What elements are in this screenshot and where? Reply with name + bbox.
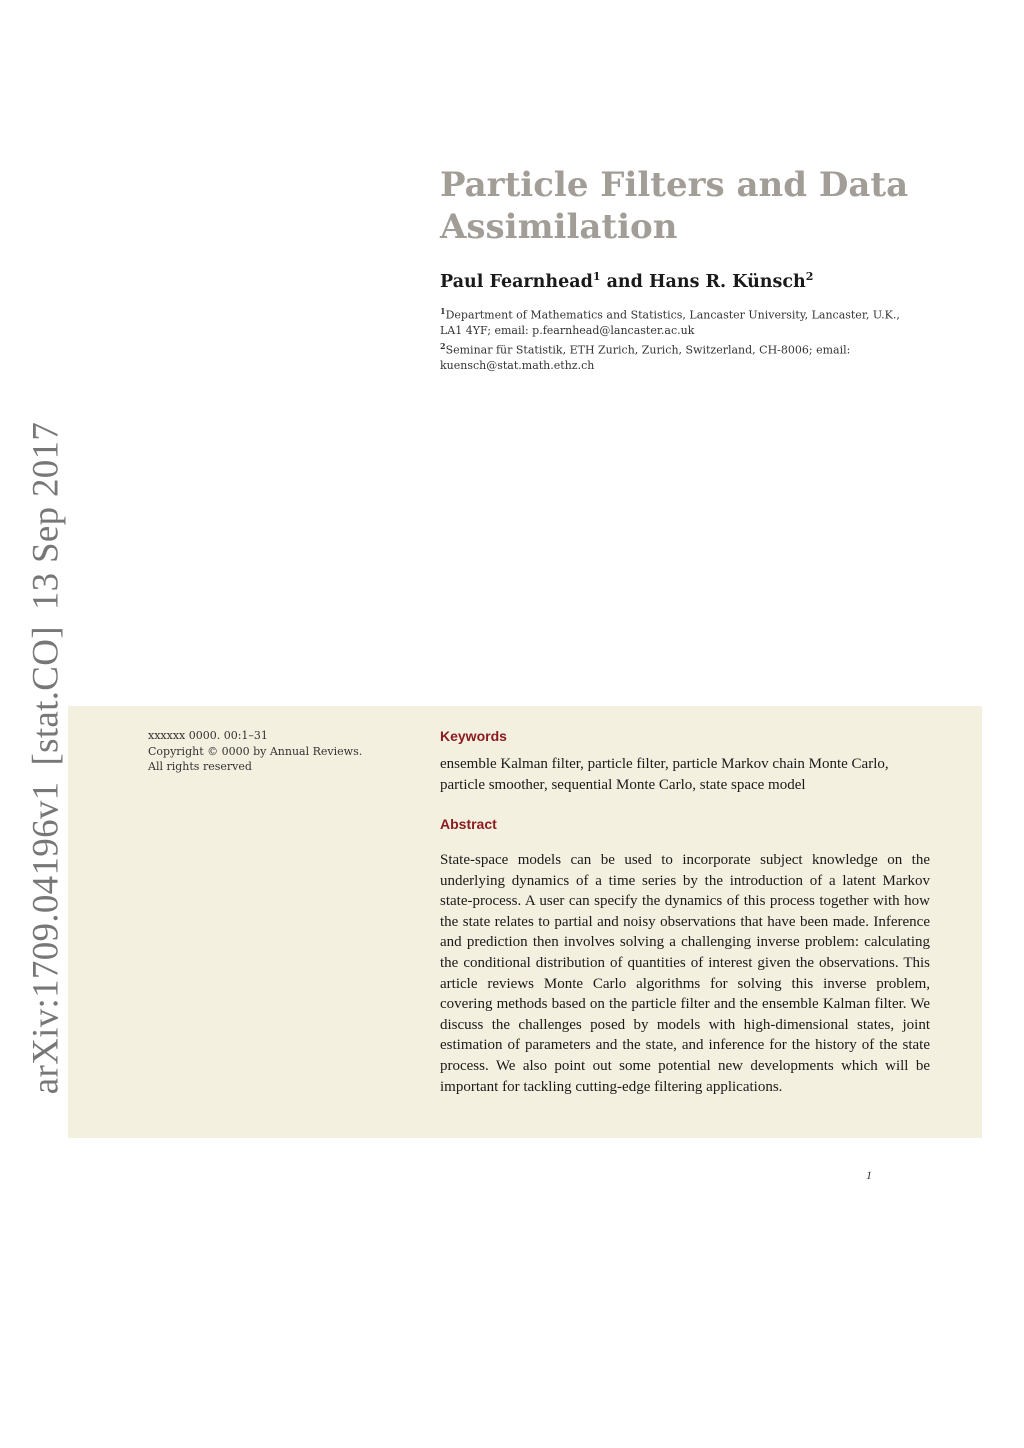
affiliations: [440, 304, 920, 373]
arxiv-date: 13 Sep 2017: [25, 421, 67, 611]
affiliation-1-text: Department of Mathematics and Statistics, Lancaster University, Lancaster, U.K., LA1 4YF; email: p.fearnhead@lancaster.ac.uk: [440, 308, 900, 338]
affiliation-1-mark: 1: [440, 306, 446, 316]
affiliation-2-text: Seminar für Statistik, ETH Zurich, Zurich, Switzerland, CH-8006; email: kuensch@stat.math.ethz.ch: [440, 343, 851, 372]
affiliation-1: [440, 304, 920, 339]
author-1-mark: 1: [592, 270, 601, 283]
keywords-text: ensemble Kalman filter, particle filter, particle Markov chain Monte Carlo, particle smoother, sequential Monte Carlo, state space model: [440, 756, 889, 793]
arxiv-id: arXiv:1709.04196v1: [25, 781, 67, 1095]
arxiv-category: [stat.CO]: [25, 626, 67, 766]
journal-meta: [148, 728, 408, 775]
journal-rights: All rights reserved: [148, 760, 252, 773]
author-connector: and: [606, 271, 643, 292]
journal-copyright: Copyright © 0000 by Annual Reviews.: [148, 744, 363, 758]
author-2-mark: 2: [805, 270, 814, 283]
author-2: Hans R. Künsch: [648, 271, 806, 292]
affiliation-2-mark: 2: [440, 340, 446, 351]
paper-title: Particle Filters and Data Assimilation: [440, 165, 909, 247]
author-line: [440, 270, 980, 292]
affiliation-2: [440, 339, 920, 374]
author-1: Paul Fearnhead: [440, 271, 593, 292]
arxiv-side-stamp: [16, 421, 76, 1095]
keywords-heading: Keywords: [440, 728, 507, 744]
page-number: 1: [866, 1168, 872, 1182]
abstract-heading: Abstract: [440, 816, 497, 832]
abstract-text: State-space models can be used to incorporate subject knowledge on the underlying dynamics of a time series by the introduction of a latent Markov state-process. A user can specify the dynamics of this process together with how the state relates to partial and noisy observations that have been made. Inference and prediction then involves solving a challenging inverse problem: calculating the conditional distribution of quantities of interest given the observations. This article reviews Monte Carlo algorithms for solving this inverse problem, covering methods based on the particle filter and the ensemble Kalman filter. We discuss the challenges posed by models with high-dimensional states, joint estimation of parameters and the state, and inference for the history of the state process. We also point out some potential new developments which will be important for tackling cutting-edge filtering applications.: [440, 852, 930, 1095]
journal-citation: xxxxxx 0000. 00:1–31: [148, 729, 268, 742]
